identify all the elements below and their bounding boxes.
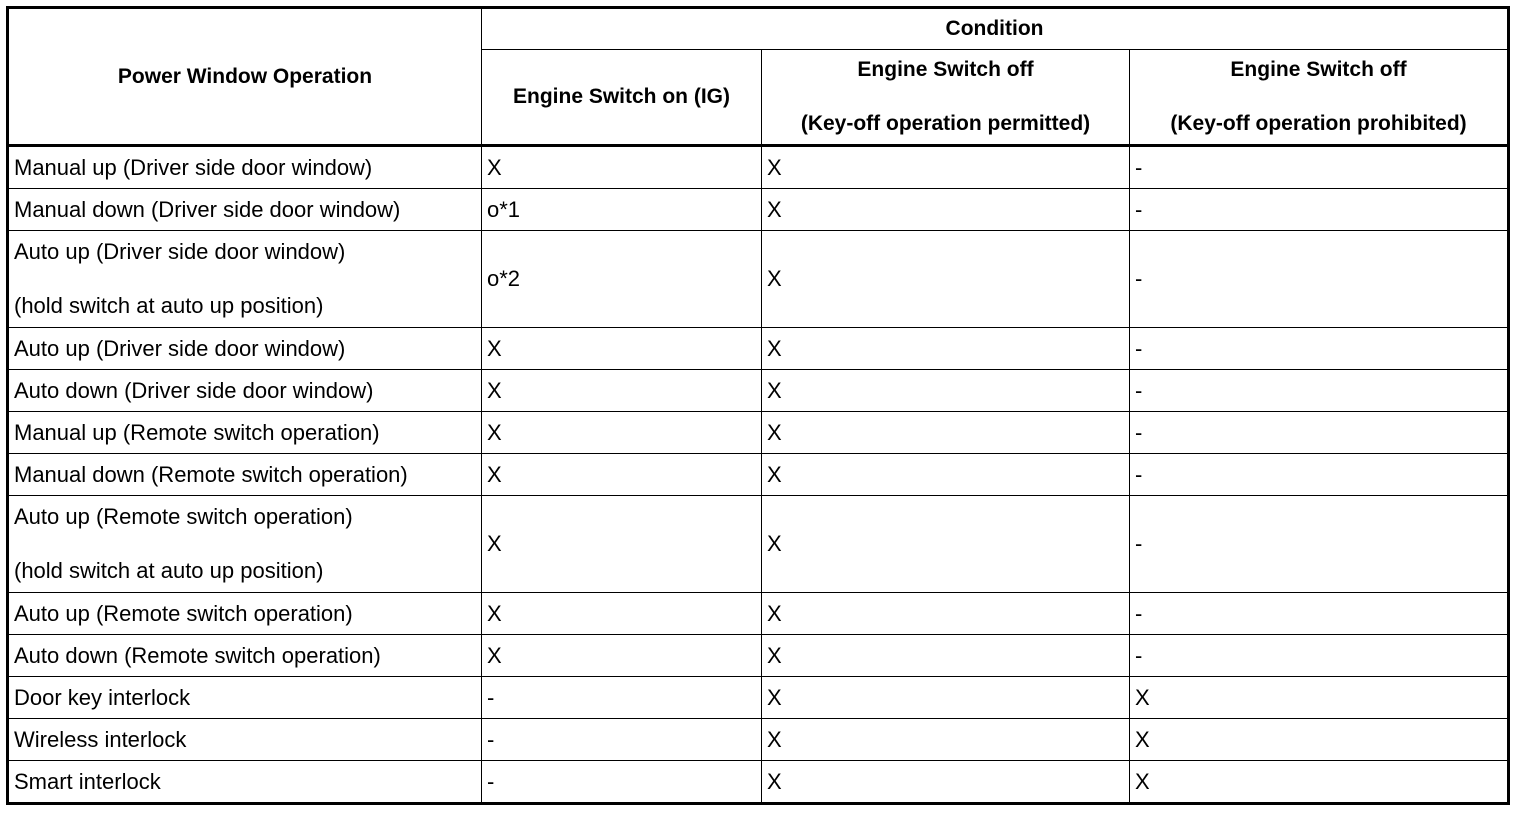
permitted-cell: X [762, 328, 1130, 370]
table-row [8, 496, 1509, 593]
header-engine-on-ig: Engine Switch on (IG) [482, 50, 762, 146]
table-row [8, 719, 1509, 761]
ig-cell: X [482, 496, 762, 593]
prohibited-cell: - [1130, 146, 1509, 189]
prohibited-cell: - [1130, 454, 1509, 496]
ig-cell: X [482, 328, 762, 370]
operation-cell: Door key interlock [8, 677, 482, 719]
operation-cell: Manual down (Driver side door window) [8, 189, 482, 231]
header-row-1 [8, 8, 1509, 50]
ig-cell: - [482, 761, 762, 804]
operation-line1: Auto up (Remote switch operation) [14, 504, 353, 529]
table-row [8, 677, 1509, 719]
table-row [8, 454, 1509, 496]
permitted-cell: X [762, 146, 1130, 189]
prohibited-cell: - [1130, 635, 1509, 677]
permitted-cell: X [762, 231, 1130, 328]
operation-line1: Auto up (Driver side door window) [14, 239, 346, 264]
operation-cell [8, 231, 482, 328]
ig-cell: X [482, 370, 762, 412]
prohibited-cell: - [1130, 328, 1509, 370]
ig-cell: X [482, 412, 762, 454]
prohibited-cell: X [1130, 719, 1509, 761]
table-row [8, 761, 1509, 804]
operation-cell: Manual down (Remote switch operation) [8, 454, 482, 496]
ig-cell: o*2 [482, 231, 762, 328]
ig-cell: X [482, 146, 762, 189]
table-row [8, 146, 1509, 189]
header-engine-off-prohibited-line2: (Key-off operation prohibited) [1170, 112, 1467, 135]
header-engine-off-prohibited [1130, 50, 1509, 146]
permitted-cell: X [762, 719, 1130, 761]
table-row [8, 328, 1509, 370]
prohibited-cell: - [1130, 593, 1509, 635]
table-row [8, 593, 1509, 635]
header-operation: Power Window Operation [8, 8, 482, 146]
header-engine-off-permitted-line2: (Key-off operation permitted) [800, 112, 1091, 135]
prohibited-cell: X [1130, 677, 1509, 719]
header-engine-off-permitted [762, 50, 1130, 146]
prohibited-cell: - [1130, 370, 1509, 412]
ig-cell: X [482, 635, 762, 677]
header-condition: Condition [482, 8, 1509, 50]
operation-line2: (hold switch at auto up position) [14, 293, 324, 318]
permitted-cell: X [762, 761, 1130, 804]
permitted-cell: X [762, 370, 1130, 412]
operation-cell: Wireless interlock [8, 719, 482, 761]
ig-cell: X [482, 593, 762, 635]
permitted-cell: X [762, 677, 1130, 719]
permitted-cell: X [762, 454, 1130, 496]
table-row [8, 412, 1509, 454]
ig-cell: - [482, 677, 762, 719]
operation-cell: Auto up (Driver side door window) [8, 328, 482, 370]
permitted-cell: X [762, 635, 1130, 677]
permitted-cell: X [762, 412, 1130, 454]
power-window-operation-table [6, 6, 1510, 805]
operation-cell: Auto down (Remote switch operation) [8, 635, 482, 677]
ig-cell: o*1 [482, 189, 762, 231]
prohibited-cell: X [1130, 761, 1509, 804]
permitted-cell: X [762, 593, 1130, 635]
prohibited-cell: - [1130, 189, 1509, 231]
ig-cell: X [482, 454, 762, 496]
operation-cell [8, 496, 482, 593]
operation-cell: Manual up (Driver side door window) [8, 146, 482, 189]
table-row [8, 231, 1509, 328]
header-engine-off-permitted-line1: Engine Switch off [857, 58, 1034, 81]
prohibited-cell: - [1130, 496, 1509, 593]
table-row [8, 189, 1509, 231]
operation-cell: Smart interlock [8, 761, 482, 804]
operation-cell: Auto down (Driver side door window) [8, 370, 482, 412]
operation-line2: (hold switch at auto up position) [14, 558, 324, 583]
prohibited-cell: - [1130, 231, 1509, 328]
permitted-cell: X [762, 189, 1130, 231]
operation-cell: Manual up (Remote switch operation) [8, 412, 482, 454]
prohibited-cell: - [1130, 412, 1509, 454]
header-engine-off-prohibited-line1: Engine Switch off [1230, 58, 1407, 81]
ig-cell: - [482, 719, 762, 761]
operation-cell: Auto up (Remote switch operation) [8, 593, 482, 635]
table-row [8, 635, 1509, 677]
table-row [8, 370, 1509, 412]
permitted-cell: X [762, 496, 1130, 593]
